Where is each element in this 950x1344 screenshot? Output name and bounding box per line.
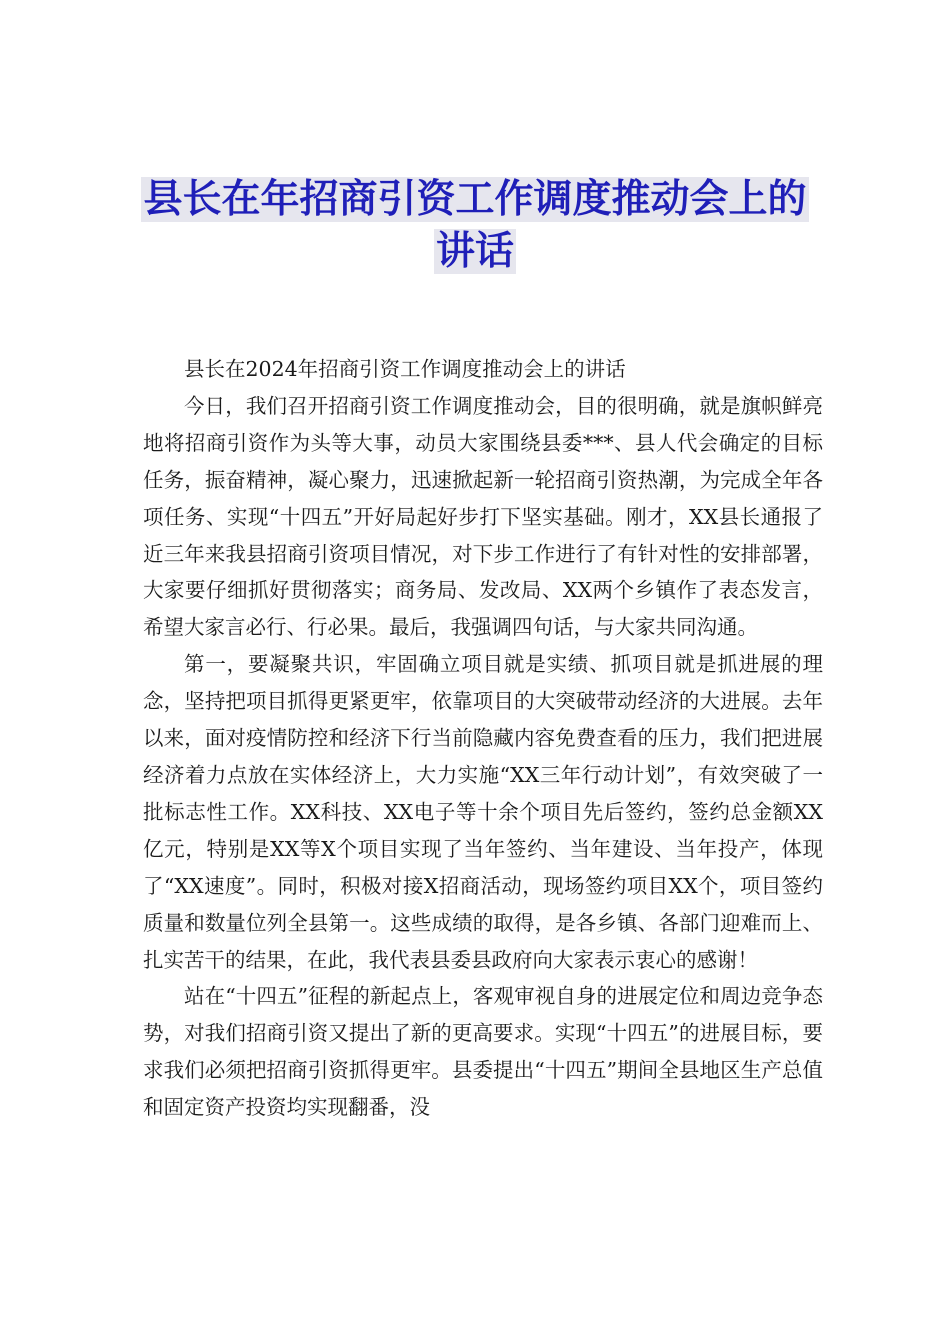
document-body — [143, 351, 823, 1126]
paragraph-first-point: 第一，要凝聚共识，牢固确立项目就是实绩、抓项目就是抓进展的理念，坚持把项目抓得更紧更牢，依靠项目的大突破带动经济的大进展。去年以来，面对疫情防控和经济下行当前隐藏内容免费查看的压力，我们把进展经济着力点放在实体经济上，大力实施“XX三年行动计划”，有效突破了一批标志性工作。XX科技、XX电子等十余个项目先后签约，签约总金额XX亿元，特别是XX等X个项目实现了当年签约、当年建设、当年投产，体现了“XX速度”。同时，积极对接X招商活动，现场签约项目XX个，项目签约质量和数量位列全县第一。这些成绩的取得，是各乡镇、各部门迎难而上、扎实苦干的结果，在此，我代表县委县政府向大家表示衷心的感谢！ — [143, 652, 823, 972]
paragraph-intro: 今日，我们召开招商引资工作调度推动会，目的很明确，就是旗帜鲜亮地将招商引资作为头等大事，动员大家围绕县委***、县人代会确定的目标任务，振奋精神，凝心聚力，迅速掀起新一轮招商引资热潮，为完成全年各项任务、实现“十四五”开好局起好步打下坚实基础。刚才，XX县长通报了近三年来我县招商引资项目情况，对下步工作进行了有针对性的安排部署，大家要仔细抓好贯彻落实；商务局、发改局、XX两个乡镇作了表态发言，希望大家言必行、行必果。最后，我强调四句话，与大家共同沟通。 — [143, 393, 823, 640]
title-line-2: 讲话 — [435, 229, 514, 274]
document-title — [100, 174, 850, 278]
paragraph-fourteenth-five-year: 站在“十四五”征程的新起点上，客观审视自身的进展定位和周边竞争态势，对我们招商引资又提出了新的更高要求。实现“十四五”的进展目标，要求我们必须把招商引资抓得更牢。县委提出“十四五”期间全县地区生产总值和固定资产投资均实现翻番，没 — [143, 984, 823, 1120]
paragraph-subtitle: 县长在2024年招商引资工作调度推动会上的讲话 — [184, 357, 626, 381]
title-line-1: 县长在年招商引资工作调度推动会上的 — [143, 177, 807, 222]
